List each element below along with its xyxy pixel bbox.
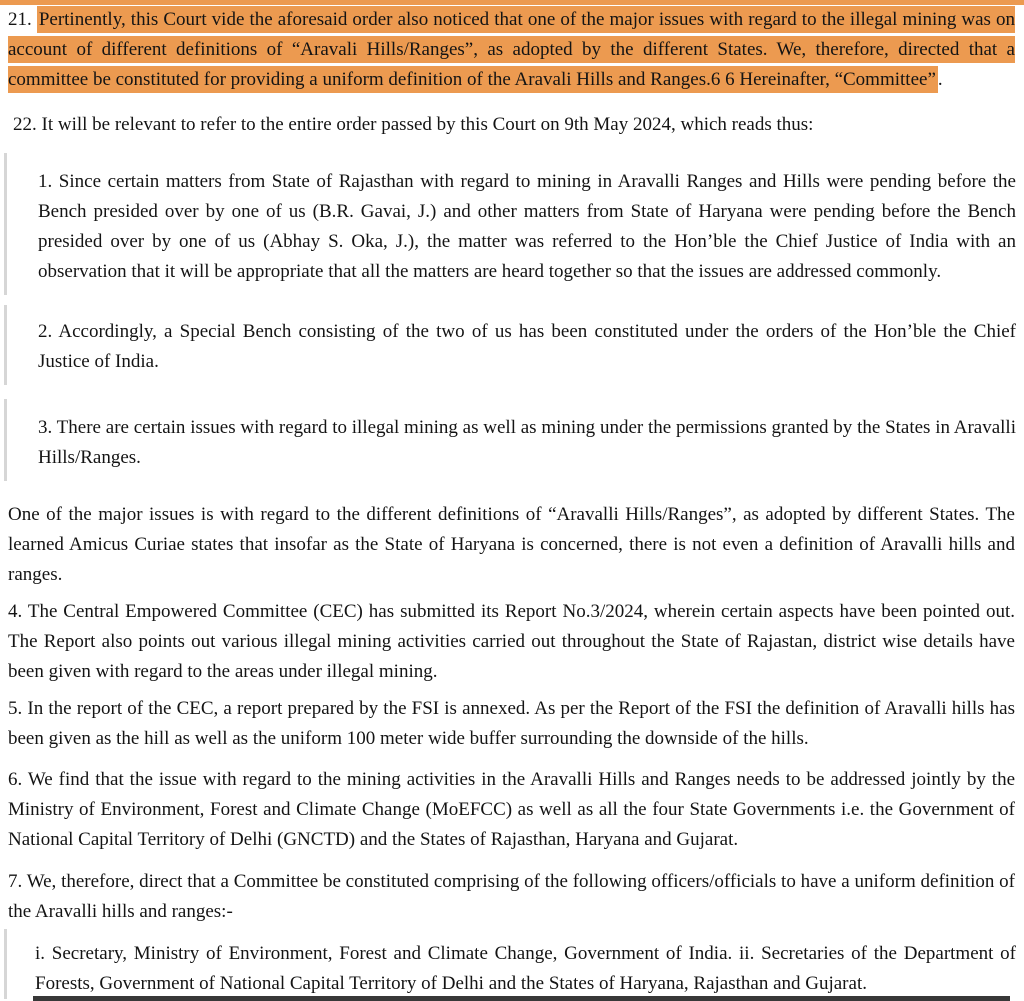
paragraph-21-suffix: .: [937, 69, 943, 90]
paragraph-7: 7. We, therefore, direct that a Committee be constituted comprising of the following officers/officials to have a uniform definition of the Aravalli hills and ranges:-: [8, 871, 1015, 922]
committee-members-quote: i. Secretary, Ministry of Environment, Forest and Climate Change, Government of India. ii. Secretaries of the Department of Forests, Government of National Capital Territory of Delhi and the States of Haryana, Rajasthan and Gujarat.: [4, 929, 1016, 999]
paragraph-22: 22. It will be relevant to refer to the entire order passed by this Court on 9th May 2024, which reads thus:: [13, 114, 814, 135]
paragraph-5: 5. In the report of the CEC, a report prepared by the FSI is annexed. As per the Report of the FSI the definition of Aravalli hills has been given as the hill as well as the uniform 100 meter wide buffer surrounding the downside of the hills.: [8, 698, 1015, 749]
paragraph-6: 6. We find that the issue with regard to the mining activities in the Aravalli Hills and Ranges needs to be addressed jointly by the Ministry of Environment, Forest and Climate Change (MoEFCC) as well as all the four State Governments i.e. the Government of National Capital Territory of Delhi (GNCTD) and the States of Rajasthan, Haryana and Gujarat.: [8, 769, 1015, 850]
paragraph-21: [8, 5, 1015, 95]
paragraph-21-highlighted-text: Pertinently, this Court vide the aforesaid order also noticed that one of the major issues with regard to the illegal mining was on account of different definitions of “Aravali Hills/Ranges”, as adopted by the different States. We, therefore, directed that a committee be constituted for providing a uniform definition of the Aravali Hills and Ranges.6 6 Hereinafter, “Committee”: [8, 6, 1015, 93]
paragraph-4: 4. The Central Empowered Committee (CEC) has submitted its Report No.3/2024, wherein certain aspects have been pointed out. The Report also points out various illegal mining activities carried out throughout the State of Rajastan, district wise details have been given with regard to the areas under illegal mining.: [8, 601, 1015, 682]
order-quote-paragraph-2: 2. Accordingly, a Special Bench consisting of the two of us has been constituted under the orders of the Hon’ble the Chief Justice of India.: [4, 305, 1016, 385]
paragraph-21-number: 21.: [8, 9, 37, 30]
order-quote-paragraph-1: 1. Since certain matters from State of Rajasthan with regard to mining in Aravalli Ranges and Hills were pending before the Bench presided over by one of us (B.R. Gavai, J.) and other matters from State of Haryana were pending before the Bench presided over by one of us (Abhay S. Oka, J.), the matter was referred to the Hon’ble the Chief Justice of India with an observation that it will be appropriate that all the matters are heard together so that the issues are addressed commonly.: [4, 153, 1016, 295]
paragraph-major-issues: One of the major issues is with regard to the different definitions of “Aravalli Hills/Ranges”, as adopted by different States. The learned Amicus Curiae states that insofar as the State of Haryana is concerned, there is not even a definition of Aravalli hills and ranges.: [8, 504, 1015, 585]
order-quote-paragraph-3: 3. There are certain issues with regard to illegal mining as well as mining under the permissions granted by the States in Aravalli Hills/Ranges.: [4, 399, 1016, 481]
dark-bar-bottom: [33, 996, 1010, 1001]
